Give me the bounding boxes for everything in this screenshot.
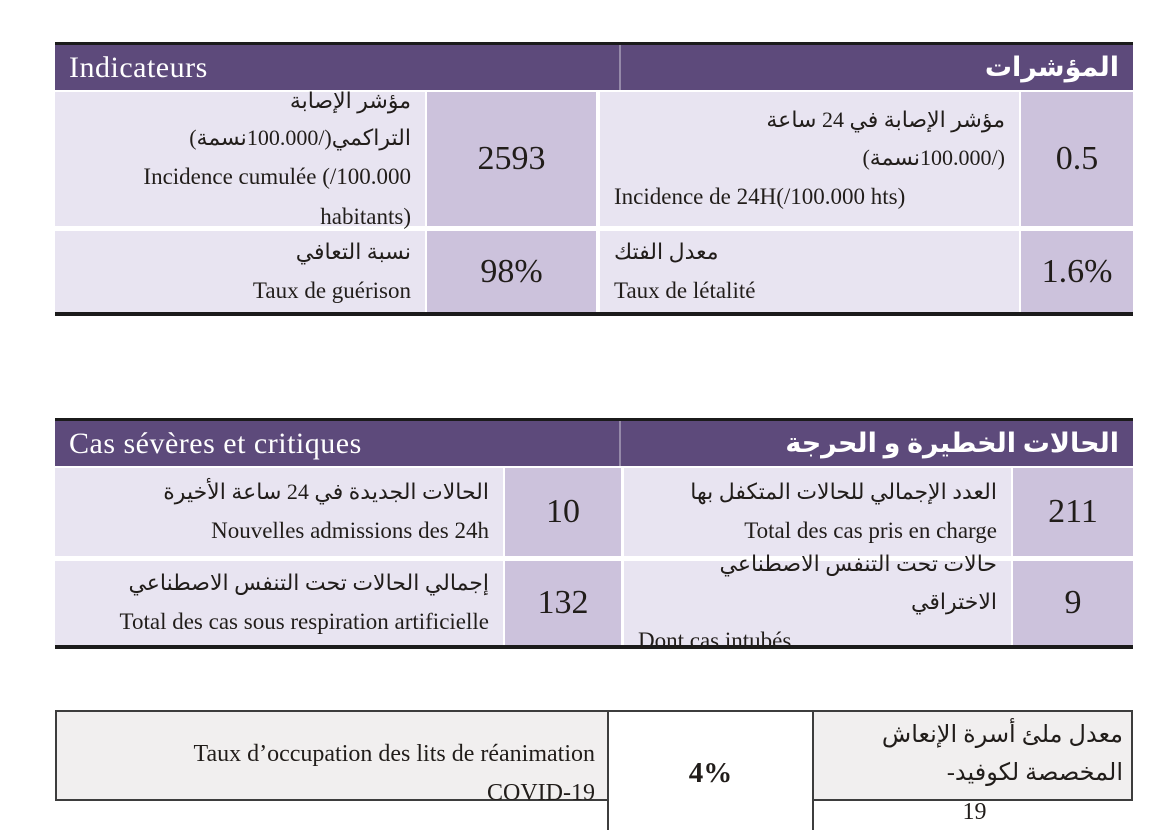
icu-occupancy-label-ar-line1: معدل ملئ أسرة الإنعاش المخصصة لكوفيد-	[881, 722, 1123, 787]
intubated-cases-value: 9	[1013, 561, 1133, 645]
indicators-title-ar: المؤشرات	[984, 52, 1119, 82]
new-admissions-label-fr: Nouvelles admissions des 24h	[211, 518, 489, 544]
cumulative-incidence-label-ar: مؤشر الإصابة التراكمي(/100.000نسمة)	[189, 87, 411, 151]
intubated-cases-label-cell	[624, 551, 1011, 654]
icu-occupancy-label-fr-line1: Taux d’occupation des lits de réanimation	[193, 741, 595, 768]
intubated-cases-label-ar: حالات تحت التنفس الاصطناعي الاختراقي	[719, 551, 997, 615]
severe-cases-table	[55, 418, 1133, 654]
recovery-rate-value: 98%	[427, 231, 596, 312]
intubated-cases-label-fr: Dont cas intubés	[638, 628, 792, 654]
ventilated-cases-label-ar: إجمالي الحالات تحت التنفس الاصطناعي	[128, 570, 489, 596]
cumulative-incidence-value: 2593	[427, 92, 596, 226]
lethality-rate-label-cell	[600, 231, 1019, 312]
icu-occupancy-label-ar-line2: 19	[962, 798, 987, 825]
indicators-grid	[55, 87, 1133, 312]
icu-occupancy-label-fr-line2: COVID-19	[487, 779, 595, 806]
icu-occupancy-value: 4%	[688, 757, 733, 790]
total-cases-value: 211	[1013, 468, 1133, 556]
incidence-24h-label-fr: Incidence de 24H(/100.000 hts)	[614, 184, 906, 210]
incidence-24h-label-ar-1: مؤشر الإصابة في 24 ساعة	[766, 107, 1005, 133]
incidence-24h-label-cell	[600, 92, 1019, 226]
new-admissions-label-ar: الحالات الجديدة في 24 ساعة الأخيرة	[163, 479, 489, 505]
lethality-rate-label-fr: Taux de létalité	[614, 277, 756, 303]
icu-occupancy-label-ar-cell	[812, 712, 1135, 830]
total-cases-label-cell	[624, 468, 1011, 556]
indicators-title-fr: Indicateurs	[69, 50, 208, 84]
icu-occupancy-value-cell	[607, 712, 812, 830]
lethality-rate-value: 1.6%	[1021, 231, 1133, 312]
icu-occupancy-table	[55, 710, 1133, 825]
recovery-rate-label-fr: Taux de guérison	[252, 277, 411, 303]
cumulative-incidence-label-cell	[55, 87, 425, 229]
recovery-rate-label-ar: نسبة التعافي	[295, 238, 411, 264]
severe-cases-title-fr: Cas sévères et critiques	[69, 426, 362, 460]
severe-cases-table-header	[55, 421, 1133, 466]
incidence-24h-value: 0.5	[1021, 92, 1133, 226]
lethality-rate-label-ar: معدل الفتك	[614, 238, 719, 264]
severe-cases-title-ar: الحالات الخطيرة و الحرجة	[785, 428, 1119, 458]
new-admissions-value: 10	[505, 468, 621, 556]
ventilated-cases-value: 132	[505, 561, 621, 645]
total-cases-label-fr: Total des cas pris en charge	[744, 518, 997, 544]
recovery-rate-label-cell	[55, 231, 425, 312]
ventilated-cases-label-fr: Total des cas sous respiration artificielle	[119, 609, 489, 635]
new-admissions-label-cell	[55, 468, 503, 556]
ventilated-cases-label-cell	[55, 561, 503, 645]
indicators-table	[55, 42, 1133, 316]
incidence-24h-label-ar-2: (/100.000نسمة)	[862, 145, 1005, 171]
total-cases-label-ar: العدد الإجمالي للحالات المتكفل بها	[690, 479, 997, 505]
icu-occupancy-label-fr-cell	[57, 712, 607, 830]
cumulative-incidence-label-fr: Incidence cumulée (/100.000 habitants)	[143, 164, 411, 229]
severe-cases-grid	[55, 468, 1133, 654]
